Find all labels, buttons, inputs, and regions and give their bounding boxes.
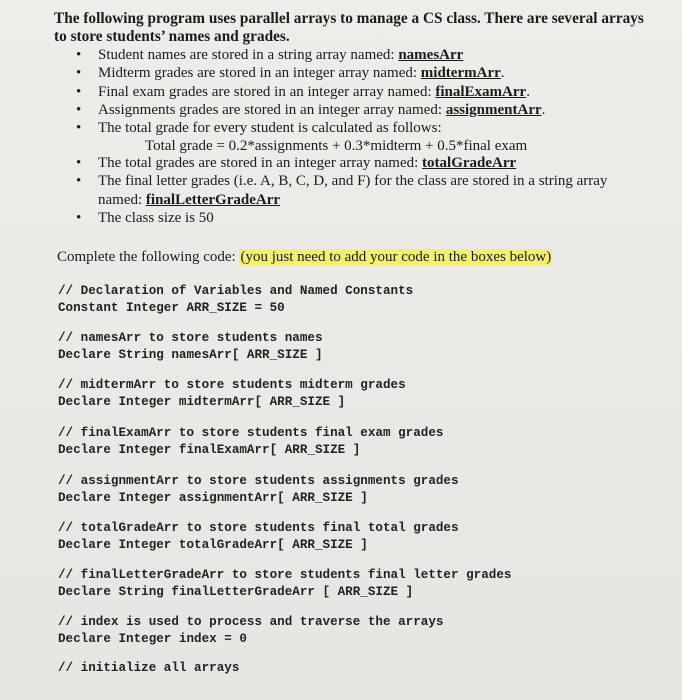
instruction-text: Complete the following code: (57, 249, 240, 265)
code-block-total-grade: // totalGradeArr to store students final total grades Declare Integer totalGradeArr[ ARR_SIZE ] (58, 521, 459, 552)
code-block-initialize: // initialize all arrays (58, 661, 240, 675)
list-item: • The final letter grades (i.e. A, B, C, D, and F) for the class are stored in a string array named: finalLetterGradeArr (76, 173, 608, 208)
code-block-assignment: // assignmentArr to store students assignments grades Declare Integer assignmentArr[ ARR_SIZE ] (58, 474, 459, 505)
code-block-names: // namesArr to store students names Declare String namesArr[ ARR_SIZE ] (58, 331, 323, 362)
intro-paragraph: The following program uses parallel arrays to manage a CS class. There are several arrays to store students’ names and grades. (54, 10, 644, 45)
list-item: • The class size is 50 (76, 209, 214, 226)
list-item: • Final exam grades are stored in an integer array named: finalExamArr. (76, 83, 530, 100)
code-block-letter-grade: // finalLetterGradeArr to store students final letter grades Declare String finalLetterGradeArr [ ARR_SIZE ] (58, 568, 512, 599)
list-item: • The total grades are stored in an integer array named: totalGradeArr (76, 155, 517, 171)
requirements-list (76, 46, 636, 137)
code-block-constants: // Declaration of Variables and Named Constants Constant Integer ARR_SIZE = 50 (58, 284, 414, 315)
list-item: • Midterm grades are stored in an integer array named: midtermArr. (76, 65, 505, 82)
list-item: • Student names are stored in a string array named: namesArr (76, 47, 464, 63)
list-item: • The total grade for every student is calculated as follows: (76, 120, 442, 137)
highlighted-instruction: (you just need to add your code in the boxes below) (240, 249, 552, 265)
code-block-index: // index is used to process and traverse the arrays Declare Integer index = 0 (58, 615, 444, 646)
total-grade-formula: Total grade = 0.2*assignments + 0.3*midterm + 0.5*final exam (145, 138, 528, 154)
code-block-midterm: // midtermArr to store students midterm grades Declare Integer midtermArr[ ARR_SIZE ] (58, 378, 406, 409)
instruction-line (57, 248, 552, 266)
code-block-final-exam: // finalExamArr to store students final exam grades Declare Integer finalExamArr[ ARR_SIZE ] (58, 426, 444, 457)
requirements-list-continued (76, 154, 636, 227)
list-item: • Assignments grades are stored in an integer array named: assignmentArr. (76, 101, 546, 118)
